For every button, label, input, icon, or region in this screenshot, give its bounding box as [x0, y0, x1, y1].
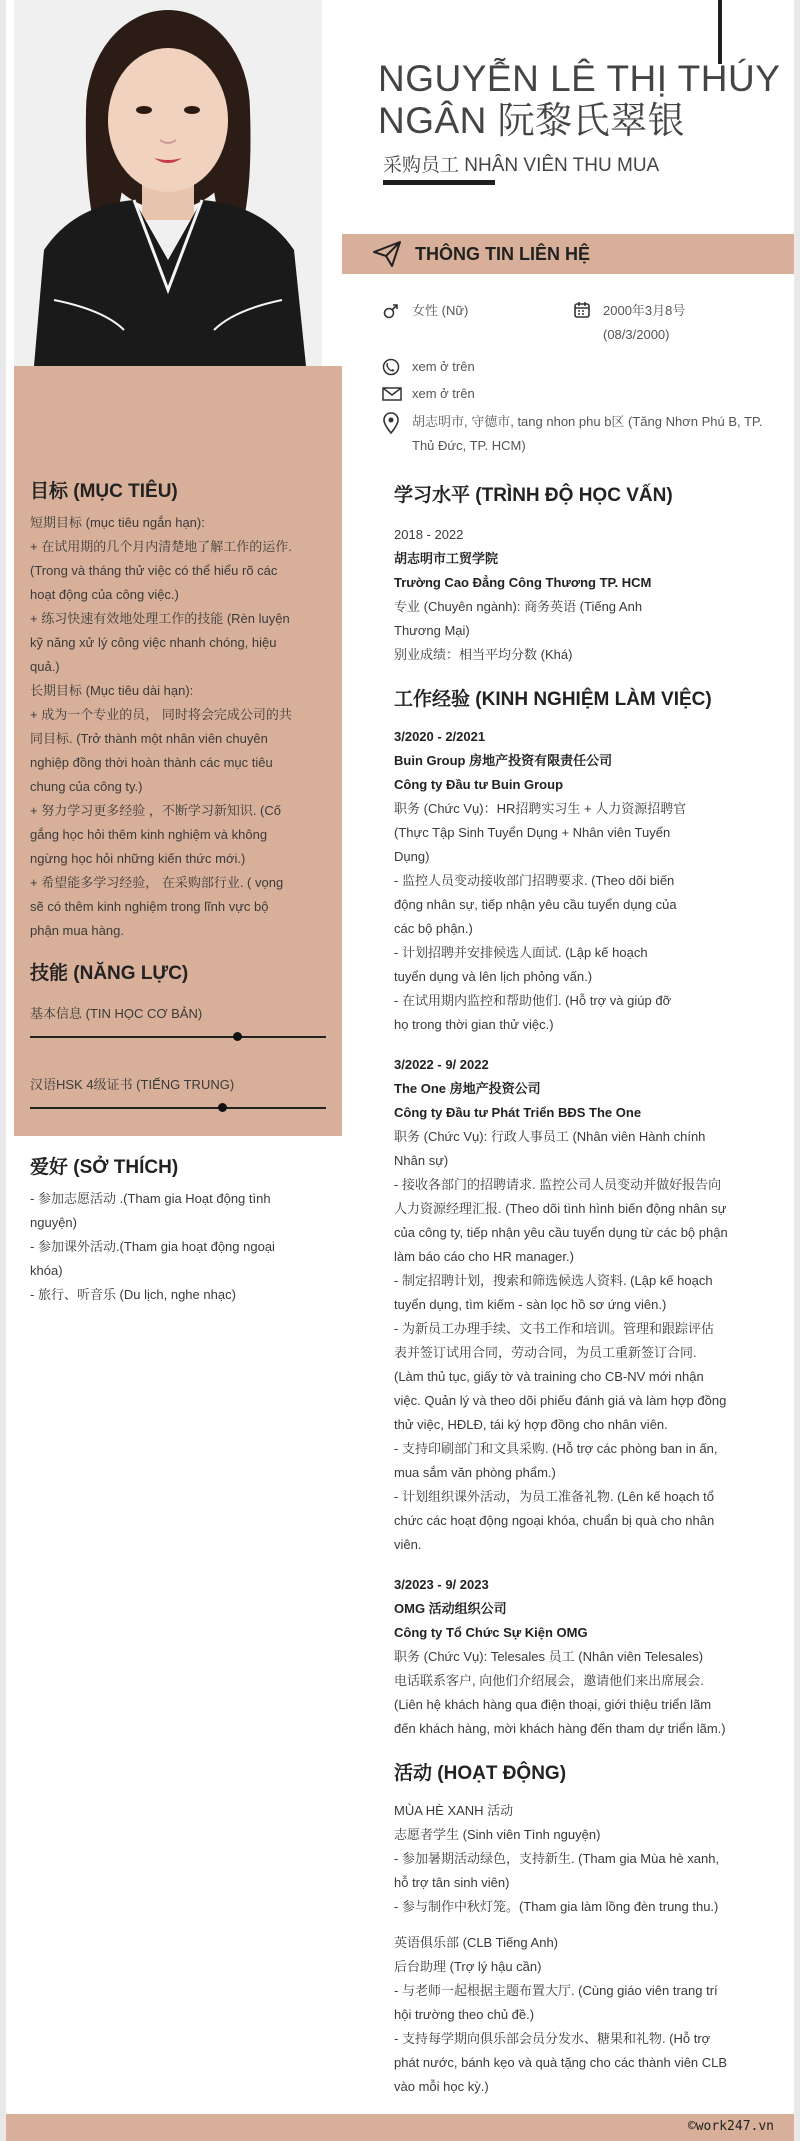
activity-line: - 支持每学期向俱乐部会员分发水、糖果和礼物. (Hỗ trợ [394, 2031, 711, 2046]
skill-item [30, 1074, 326, 1109]
calendar-icon [573, 301, 591, 324]
education-heading: 学习水平 (TRÌNH ĐỘ HỌC VẤN) [394, 485, 673, 506]
activity-line: MÙA HÈ XANH 活动 [394, 1803, 514, 1818]
contact-header [342, 234, 794, 274]
activities-heading: 活动 (HOẠT ĐỘNG) [394, 1763, 567, 1784]
activity-entry [394, 1799, 784, 1919]
watermark: ©work247.vn [687, 2119, 774, 2134]
objective-line: nghiệp đồng thời hoàn thành các mục tiêu [30, 755, 273, 770]
dob-value [603, 299, 685, 347]
job-detail-line: chức các hoạt động ngoại khóa, chuẩn bị quà cho nhân [394, 1513, 715, 1528]
objective-line: + 成为一个专业的员， 同时将会完成公司的共 [30, 707, 292, 722]
job-detail-line: 职务 (Chức Vụ): Telesales 员工 (Nhân viên Telesales) [394, 1649, 704, 1664]
footer-bar [6, 2114, 794, 2141]
job-period: 3/2023 - 9/ 2023 [394, 1577, 489, 1592]
job-detail-line: việc. Quản lý và theo dõi phiếu đánh giá và làm hợp đồng [394, 1393, 727, 1408]
profile-photo [14, 0, 322, 366]
job-detail-line: 表并签订试用合同，劳动合同，为员工重新签订合同. [394, 1345, 697, 1360]
job-company-cn: OMG 活动组织公司 [394, 1601, 507, 1616]
address-line-2: Thủ Đức, TP. HCM) [412, 438, 526, 453]
candidate-name [378, 58, 780, 142]
education-years: 2018 - 2022 [394, 527, 464, 542]
contact-heading: THÔNG TIN LIÊN HỆ [415, 244, 590, 264]
header-accent-bar [718, 0, 722, 64]
education-entry [394, 523, 784, 667]
skill-level-marker [233, 1032, 242, 1041]
objective-section [30, 476, 326, 943]
job-company-vn: Công ty Tổ Chức Sự Kiện OMG [394, 1625, 588, 1640]
gender-icon [382, 302, 400, 325]
skills-heading: 技能 (NĂNG LỰC) [30, 963, 189, 984]
job-detail-line: làm báo cáo cho HR manager.) [394, 1249, 574, 1264]
job-detail-line: động nhân sự, tiếp nhận yêu cầu tuyển dụng của [394, 897, 677, 912]
job-detail-line: họ trong thời gian thử việc.) [394, 1017, 554, 1032]
job-detail-line: viên. [394, 1537, 422, 1552]
job-entry [394, 725, 784, 1037]
location-pin-icon [383, 412, 399, 439]
hobbies-section [30, 1152, 326, 1307]
activity-line: - 与老师一起根据主题布置大厅. (Cùng giáo viên trang trí [394, 1983, 718, 1998]
job-detail-line: của công ty, tiếp nhận yêu cầu tuyển dụng từ các bộ phận [394, 1225, 728, 1240]
job-detail-line: (Liên hệ khách hàng qua điện thoại, giới thiệu triển lãm [394, 1697, 712, 1712]
job-detail-line: 人力资源经理汇报. (Theo dõi tình hình biến động nhân sự [394, 1201, 727, 1216]
hobbies-heading: 爱好 (SỞ THÍCH) [30, 1157, 179, 1178]
activity-list [394, 1799, 784, 2099]
job-detail-line: 职务 (Chức Vụ): 行政人事员工 (Nhân viên Hành chính [394, 1129, 706, 1144]
job-detail-line: (Thực Tập Sinh Tuyển Dụng + Nhân viên Tuyển [394, 825, 671, 840]
activity-line: vào mỗi học kỳ.) [394, 2079, 489, 2094]
objective-line: phận mua hàng. [30, 923, 124, 938]
job-detail-line: mua sắm văn phòng phẩm.) [394, 1465, 556, 1480]
activity-line: - 参加暑期活动绿色，支持新生. (Tham gia Mùa hè xanh, [394, 1851, 720, 1866]
activity-line: phát nước, bánh kẹo và quà tặng cho các thành viên CLB [394, 2055, 728, 2070]
hobby-line: nguyện) [30, 1215, 77, 1230]
job-entry [394, 1053, 784, 1557]
job-detail-line: tuyển dụng, tìm kiếm - sàn lọc hồ sơ ứng viên.) [394, 1297, 667, 1312]
job-detail-line: - 在试用期内监控和帮助他们. (Hỗ trợ và giúp đỡ [394, 993, 672, 1008]
phone-icon [382, 358, 400, 381]
address-value [412, 410, 792, 458]
activity-line: - 参与制作中秋灯笼。(Tham gia làm lồng đèn trung thu.) [394, 1899, 719, 1914]
objective-line: quả.) [30, 659, 60, 674]
activity-entry [394, 1931, 784, 2099]
job-entry [394, 1573, 784, 1741]
objective-line: hoạt động của công việc.) [30, 587, 179, 602]
hobbies-text [30, 1187, 326, 1307]
major-line-2: Thương Mại) [394, 623, 470, 638]
address-line-1: 胡志明市, 守德市, tang nhon phu b区 (Tăng Nhơn Phú B, TP. [412, 414, 763, 429]
job-detail-line: - 计划招聘并安排候选人面试. (Lập kế hoạch [394, 945, 648, 960]
email-value: xem ở trên [412, 386, 475, 401]
skill-label: 汉语HSK 4级证书 (TIẾNG TRUNG) [30, 1077, 235, 1092]
skill-bar [30, 1107, 326, 1109]
hobby-line: - 旅行、听音乐 (Du lịch, nghe nhạc) [30, 1287, 236, 1302]
job-title: 采购员工 NHÂN VIÊN THU MUA [383, 155, 660, 176]
job-detail-line: tuyển dụng và lên lịch phỏng vấn.) [394, 969, 593, 984]
name-line-2: NGÂN 阮黎氏翠银 [378, 100, 686, 141]
job-company-vn: Công ty Đầu tư Buin Group [394, 777, 564, 792]
job-detail-line: Nhân sự) [394, 1153, 449, 1168]
job-detail-line: các bộ phận.) [394, 921, 473, 936]
activity-line: hỗ trợ tân sinh viên) [394, 1875, 510, 1890]
dob-line-1: 2000年3月8号 [603, 303, 686, 318]
activity-line: hội trường theo chủ đề.) [394, 2007, 535, 2022]
job-detail-line: 职务 (Chức Vụ)：HR招聘实习生 + 人力资源招聘官 [394, 801, 687, 816]
job-company-vn: Công ty Đầu tư Phát Triển BĐS The One [394, 1105, 642, 1120]
objective-line: (Trong và tháng thử việc có thể hiểu rõ các [30, 563, 278, 578]
activity-line: 英语俱乐部 (CLB Tiếng Anh) [394, 1935, 558, 1950]
job-detail-line: 电话联系客户, 向他们介绍展会，邀请他们来出席展会. [394, 1673, 704, 1688]
experience-section [394, 684, 784, 1741]
hobby-line: - 参加志愿活动 .(Tham gia Hoạt động tình [30, 1191, 271, 1206]
objective-line: sẽ có thêm kinh nghiệm trong lĩnh vực bộ [30, 899, 269, 914]
objective-line: + 在试用期的几个月内清楚地了解工作的运作. [30, 539, 292, 554]
hobby-line: khóa) [30, 1263, 63, 1278]
objective-line: gắng học hỏi thêm kinh nghiệm và không [30, 827, 268, 842]
skill-bar [30, 1036, 326, 1038]
objective-line: chung của công ty.) [30, 779, 143, 794]
objective-line: + 努力学习更多经验 ，不断学习新知识. (Cố [30, 803, 281, 818]
dob-line-2: (08/3/2000) [603, 327, 670, 342]
activity-line: 后台助理 (Trợ lý hậu cần) [394, 1959, 542, 1974]
job-detail-line: thử việc, HĐLĐ, tái ký hợp đồng cho nhân viên. [394, 1417, 668, 1432]
hobby-line: - 参加课外活动.(Tham gia hoạt động ngoại [30, 1239, 275, 1254]
skills-section [30, 958, 326, 1109]
paper-plane-icon [372, 240, 402, 273]
objective-line: 同目标. (Trở thành một nhân viên chuyên [30, 731, 268, 746]
education-section [394, 480, 784, 667]
job-detail-line: Dụng) [394, 849, 430, 864]
experience-heading: 工作经验 (KINH NGHIỆM LÀM VIỆC) [394, 689, 712, 710]
objective-line: 长期目标 (Mục tiêu dài hạn): [30, 683, 194, 698]
job-list [394, 725, 784, 1741]
job-period: 3/2022 - 9/ 2022 [394, 1057, 489, 1072]
title-underline [383, 180, 495, 185]
job-detail-line: (Làm thủ tục, giấy tờ và training cho CB-NV mới nhận [394, 1369, 704, 1384]
objective-text [30, 511, 326, 943]
name-line-1: NGUYỄN LÊ THỊ THÚY [378, 58, 781, 99]
objective-line: + 希望能多学习经验， 在采购部行业. ( vọng [30, 875, 284, 890]
job-detail-line: - 接收各部门的招聘请求. 监控公司人员变动并做好报告向 [394, 1177, 722, 1192]
school-name-cn: 胡志明市工贸学院 [394, 551, 499, 566]
objective-line: 短期目标 (mục tiêu ngắn hạn): [30, 515, 205, 530]
major-line-1: 专业 (Chuyên ngành): 商务英语 (Tiếng Anh [394, 599, 643, 614]
objective-line: + 练习快速有效地处理工作的技能 (Rèn luyện [30, 611, 290, 626]
activities-section [394, 1758, 784, 2099]
job-detail-line: - 为新员工办理手续、文书工作和培训。管理和跟踪评估 [394, 1321, 714, 1336]
school-name-vn: Trường Cao Đẳng Công Thương TP. HCM [394, 575, 652, 590]
job-detail-line: - 监控人员变动接收部门招聘要求. (Theo dõi biến [394, 873, 675, 888]
skill-item [30, 1003, 326, 1038]
phone-value: xem ở trên [412, 359, 475, 374]
job-detail-line: - 计划组织课外活动，为员工准备礼物. (Lên kế hoạch tổ [394, 1489, 715, 1504]
gender-value: 女性 (Nữ) [412, 303, 469, 318]
activity-line: 志愿者学生 (Sinh viên Tình nguyện) [394, 1827, 601, 1842]
job-detail-line: đến khách hàng, mời khách hàng đến tham dự triển lãm.) [394, 1721, 726, 1736]
job-detail-line: - 制定招聘计划，搜索和筛选候选人资料. (Lập kế hoạch [394, 1273, 713, 1288]
job-detail-line: - 支持印刷部门和文具采购. (Hỗ trợ các phòng ban in ấn, [394, 1441, 718, 1456]
skill-label: 基本信息 (TIN HỌC CƠ BẢN) [30, 1006, 203, 1021]
objective-heading: 目标 (MỤC TIÊU) [30, 481, 178, 502]
job-company-cn: The One 房地产投资公司 [394, 1081, 541, 1096]
job-company-cn: Buin Group 房地产投资有限责任公司 [394, 753, 613, 768]
email-icon [382, 386, 402, 407]
objective-line: kỹ năng xử lý công việc nhanh chóng, hiệu [30, 635, 277, 650]
grade: 别业成绩：相当平均分数 (Khá) [394, 647, 573, 662]
objective-line: ngừng học hỏi những kiến thức mới.) [30, 851, 246, 866]
job-period: 3/2020 - 2/2021 [394, 729, 486, 744]
